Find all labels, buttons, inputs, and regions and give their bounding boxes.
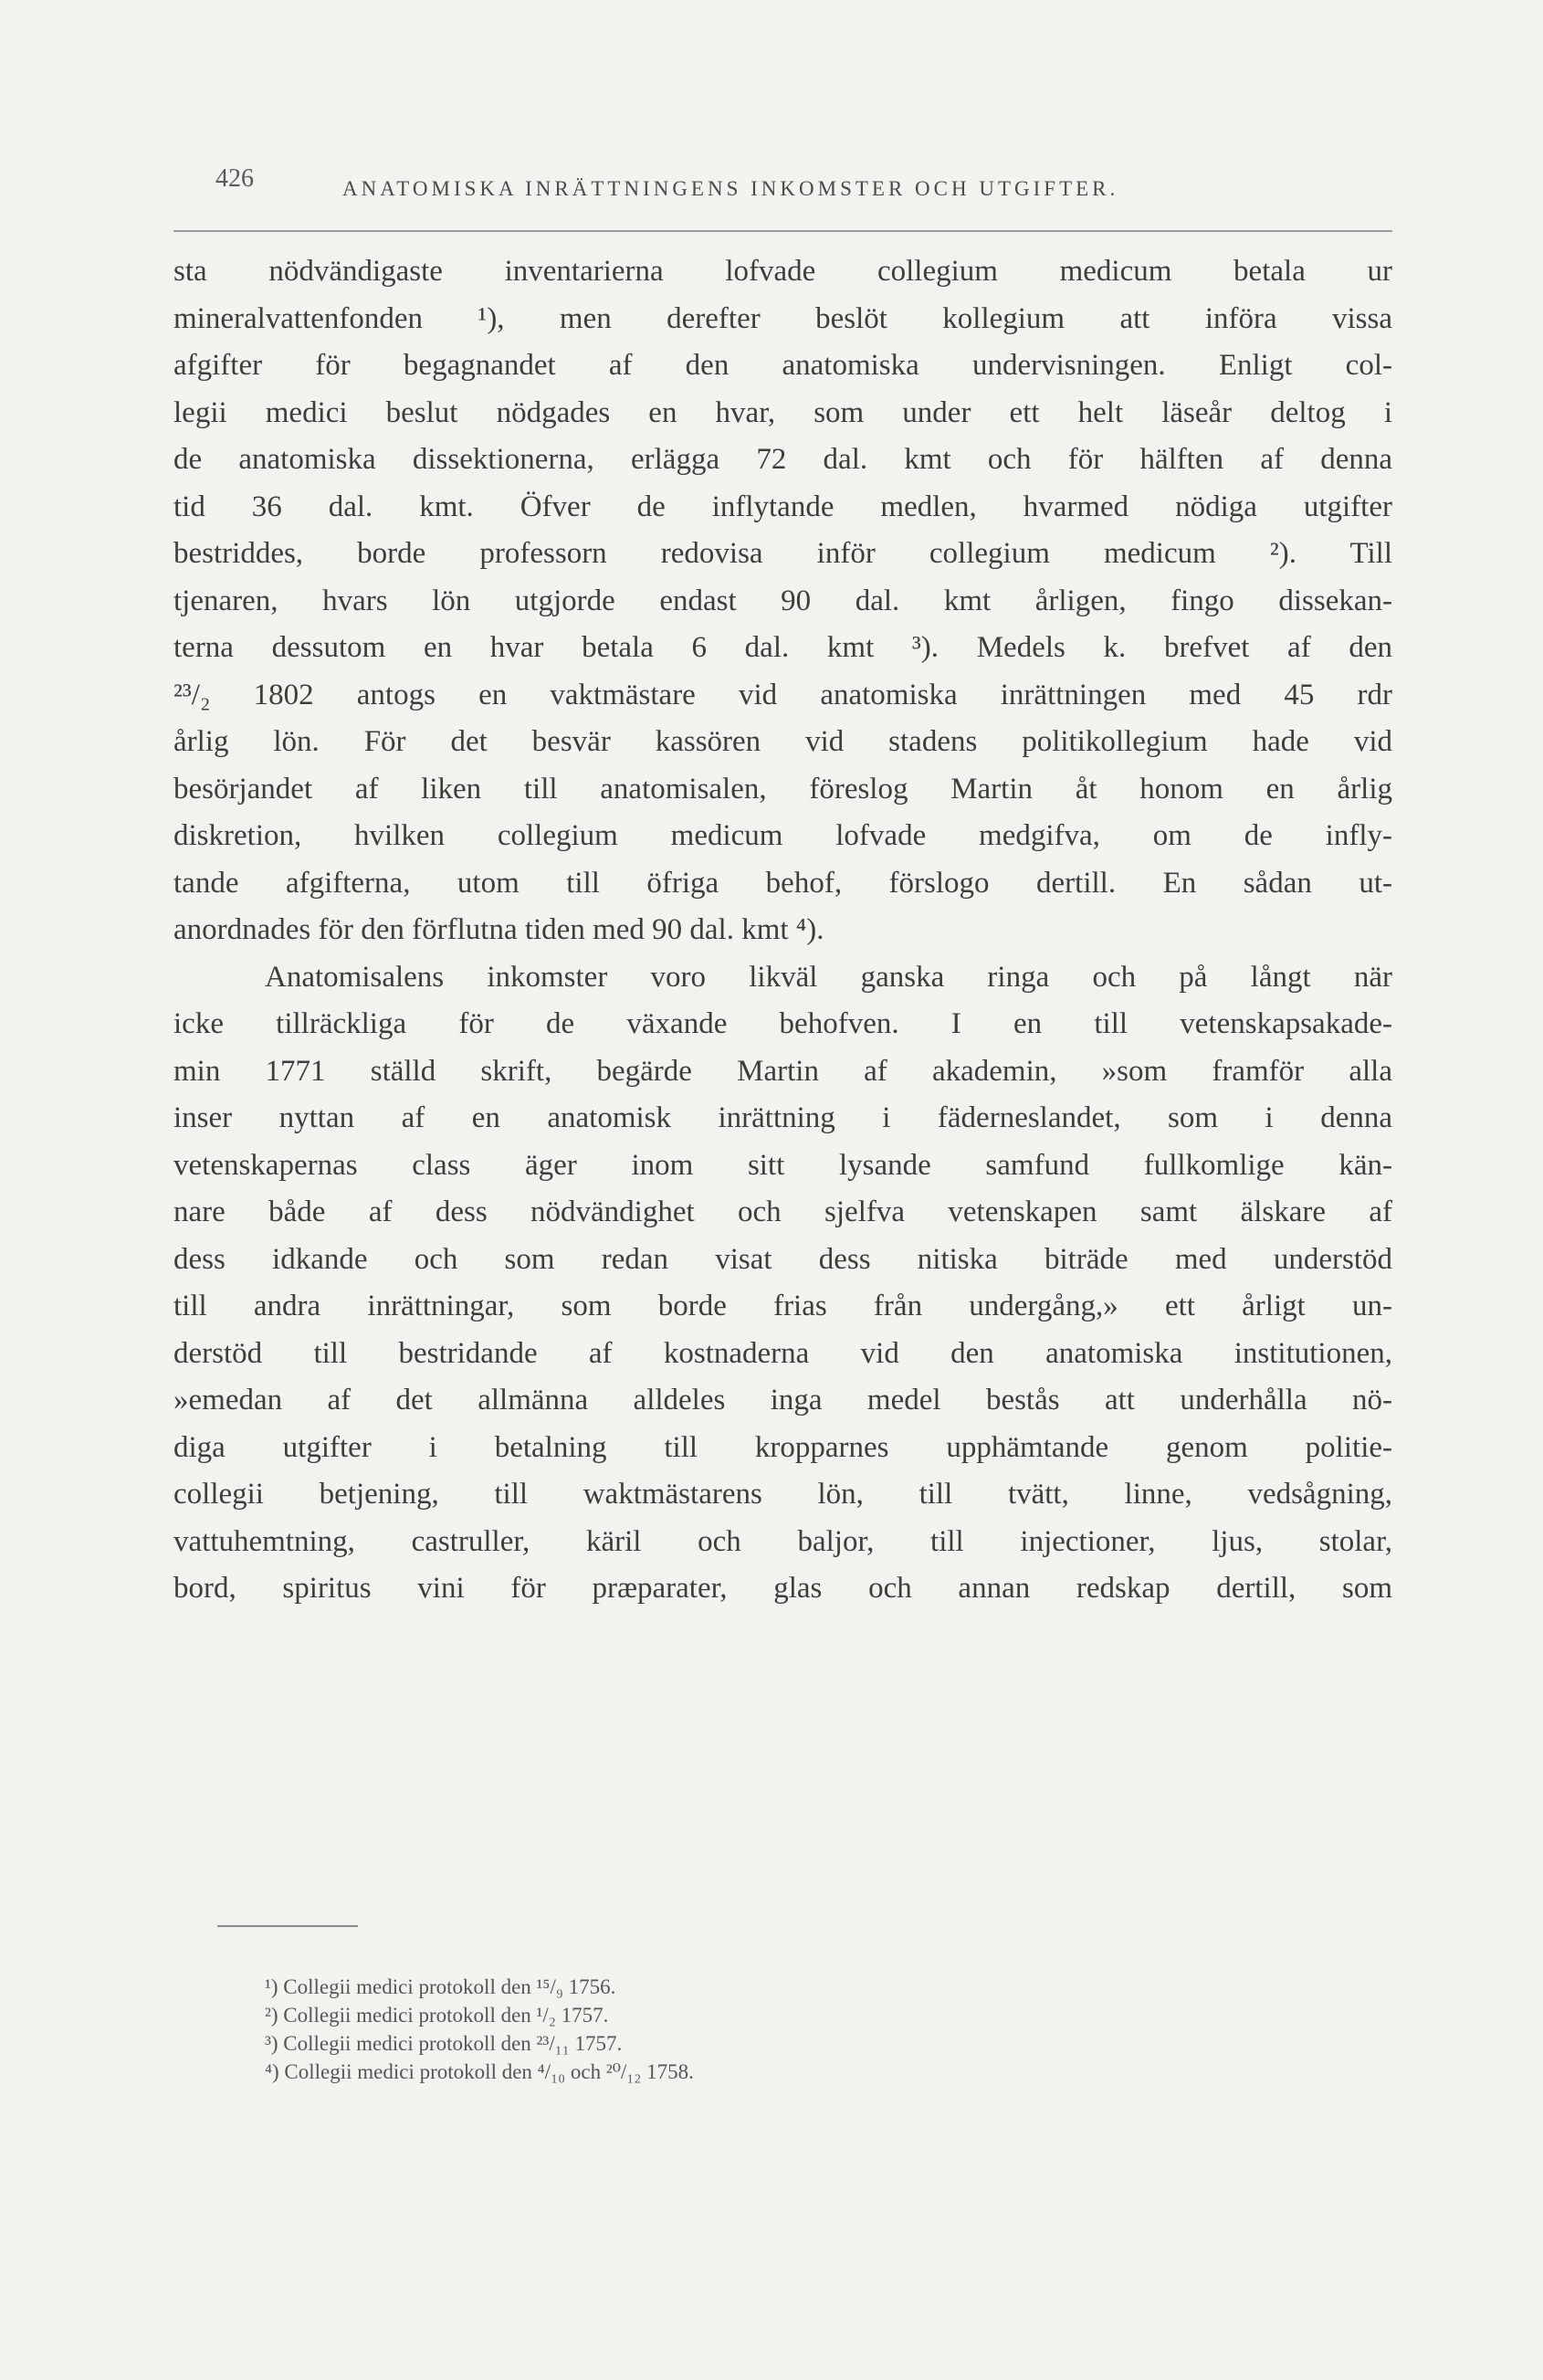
- text-line: de anatomiska dissektionerna, erlägga 72 dal. kmt och för hälften af denna: [173, 443, 1392, 476]
- text-line: inser nyttan af en anatomisk inrättning i fäderneslandet, som i denna: [173, 1101, 1392, 1134]
- page-header: [173, 161, 1392, 206]
- footnote: ¹) Collegii medici protokoll den ¹⁵/₉ 1756.: [265, 1975, 616, 1998]
- text-line: terna dessutom en hvar betala 6 dal. kmt ³). Medels k. brefvet af den: [173, 631, 1392, 664]
- text-line: sta nödvändigaste inventarierna lofvade collegium medicum betala ur: [173, 255, 1392, 288]
- running-head: ANATOMISKA INRÄTTNINGENS INKOMSTER OCH UTGIFTER.: [342, 177, 1119, 200]
- text-line: besörjandet af liken till anatomisalen, föreslog Martin åt honom en årlig: [173, 772, 1392, 806]
- text-line: bord, spiritus vini för præparater, glas och annan redskap dertill, som: [173, 1572, 1392, 1605]
- footnote: ²) Collegii medici protokoll den ¹/₂ 1757.: [265, 2004, 609, 2027]
- text-line: anordnades för den förflutna tiden med 90 dal. kmt ⁴).: [173, 913, 824, 946]
- text-line: årlig lön. För det besvär kassören vid stadens politikollegium hade vid: [173, 725, 1392, 758]
- text-line: diskretion, hvilken collegium medicum lofvade medgifva, om de infly-: [173, 819, 1392, 852]
- text-line: ²³/₂ 1802 antogs en vaktmästare vid anatomiska inrättningen med 45 rdr: [173, 678, 1392, 711]
- text-line: »emedan af det allmänna alldeles inga medel bestås att underhålla nö-: [173, 1384, 1392, 1416]
- text-line: collegii betjening, till waktmästarens lön, till tvätt, linne, vedsågning,: [173, 1478, 1392, 1511]
- text-line: afgifter för begagnandet af den anatomiska undervisningen. Enligt col-: [173, 349, 1392, 382]
- text-line: bestriddes, borde professorn redovisa inför collegium medicum ²). Till: [173, 537, 1392, 570]
- body-text: [173, 248, 1392, 1613]
- paragraph: [173, 248, 1392, 954]
- text-line: nare både af dess nödvändighet och sjelfva vetenskapen samt älskare af: [173, 1195, 1392, 1228]
- text-line: derstöd till bestridande af kostnaderna vid den anatomiska institutionen,: [173, 1336, 1392, 1370]
- footnote-rule: [217, 1925, 358, 1927]
- footnotes: [265, 1973, 694, 2086]
- text-line: vattuhemtning, castruller, käril och baljor, till injectioner, ljus, stolar,: [173, 1524, 1392, 1558]
- text-line: Anatomisalens inkomster voro likväl ganska ringa och på långt när: [265, 960, 1392, 994]
- text-line: till andra inrättningar, som borde frias från undergång,» ett årligt un-: [173, 1290, 1392, 1322]
- text-line: dess idkande och som redan visat dess nitiska biträde med understöd: [173, 1242, 1392, 1276]
- text-line: icke tillräckliga för de växande behofven. I en till vetenskapsakade-: [173, 1007, 1392, 1040]
- footnote: ³) Collegii medici protokoll den ²³/₁₁ 1757.: [265, 2032, 623, 2055]
- page-number: 426: [215, 164, 254, 193]
- paragraph: [173, 954, 1392, 1613]
- text-line: diga utgifter i betalning till kropparnes upphämtande genom politie-: [173, 1430, 1392, 1464]
- header-rule: [173, 230, 1392, 232]
- text-line: mineralvattenfonden ¹), men derefter beslöt kollegium att införa vissa: [173, 301, 1392, 335]
- text-line: tid 36 dal. kmt. Öfver de inflytande medlen, hvarmed nödiga utgifter: [173, 490, 1392, 523]
- text-line: tande afgifterna, utom till öfriga behof, förslogo dertill. En sådan ut-: [173, 866, 1392, 900]
- text-line: legii medici beslut nödgades en hvar, som under ett helt läseår deltog i: [173, 395, 1392, 429]
- text-line: vetenskapernas class äger inom sitt lysande samfund fullkomlige kän-: [173, 1148, 1392, 1182]
- footnote: ⁴) Collegii medici protokoll den ⁴/₁₀ och ²⁰/₁₂ 1758.: [265, 2060, 694, 2083]
- text-line: tjenaren, hvars lön utgjorde endast 90 dal. kmt årligen, fingo dissekan-: [173, 584, 1392, 617]
- text-line: min 1771 ställd skrift, begärde Martin af akademin, »som framför alla: [173, 1054, 1392, 1088]
